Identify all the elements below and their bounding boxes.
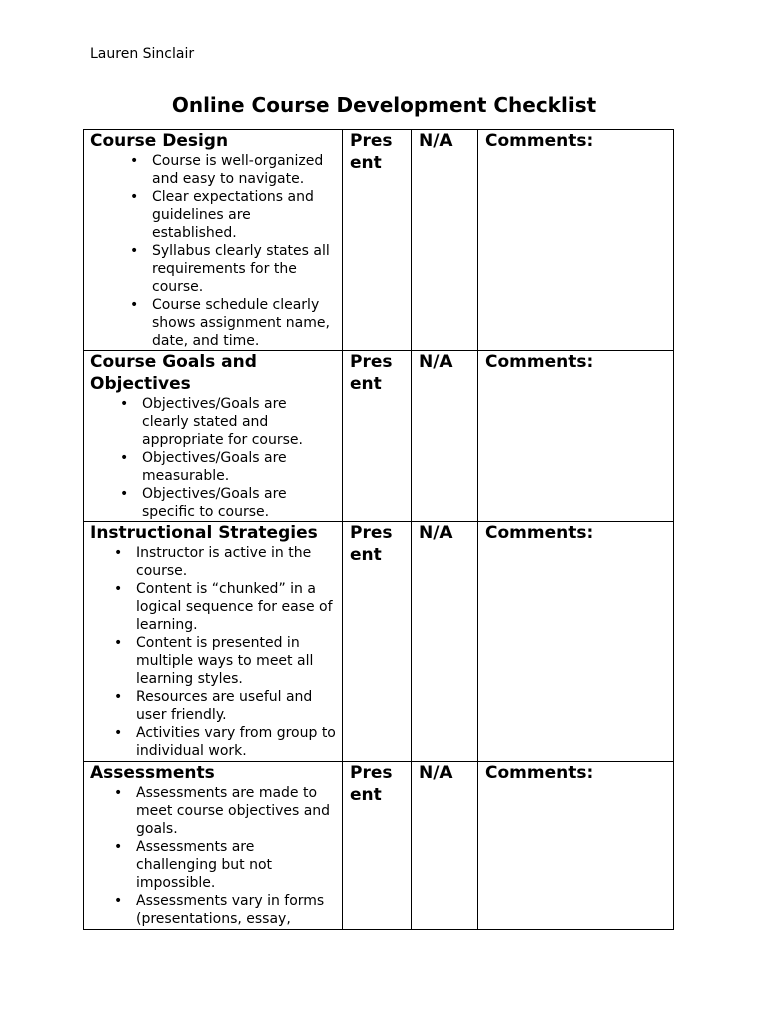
present-header: Present xyxy=(350,763,393,805)
na-cell[interactable] xyxy=(412,522,478,762)
present-header: Present xyxy=(350,131,393,173)
present-header: Present xyxy=(350,352,393,394)
comments-header: Comments: xyxy=(485,523,594,543)
comments-cell[interactable] xyxy=(478,522,674,762)
document-title: Online Course Development Checklist xyxy=(171,93,597,117)
comments-header: Comments: xyxy=(485,131,594,151)
list-item: • Objectives/Goals are measurable. xyxy=(142,449,332,485)
na-header: N/A xyxy=(419,763,453,783)
comments-cell[interactable] xyxy=(478,351,674,522)
na-cell[interactable] xyxy=(412,762,478,930)
list-item: • Course is well-organized and easy to navigate. xyxy=(152,152,334,188)
section-title: Course Goals and Objectives xyxy=(90,352,257,394)
criteria-list xyxy=(84,784,342,928)
criteria-cell xyxy=(84,351,343,522)
na-cell[interactable] xyxy=(412,130,478,351)
criteria-cell xyxy=(84,762,343,930)
comments-header: Comments: xyxy=(485,763,594,783)
list-item: • Activities vary from group to individual work. xyxy=(136,724,338,760)
section-title: Assessments xyxy=(90,763,215,783)
criteria-cell xyxy=(84,522,343,762)
na-header: N/A xyxy=(419,131,453,151)
list-item: • Instructor is active in the course. xyxy=(136,544,338,580)
list-item: • Content is presented in multiple ways to meet all learning styles. xyxy=(136,634,338,688)
list-item: • Resources are useful and user friendly. xyxy=(136,688,338,724)
comments-cell[interactable] xyxy=(478,762,674,930)
list-item: • Objectives/Goals are clearly stated and appropriate for course. xyxy=(142,395,332,449)
list-item: • Assessments are made to meet course objectives and goals. xyxy=(136,784,338,838)
present-cell[interactable] xyxy=(343,762,412,930)
list-item: • Content is “chunked” in a logical sequence for ease of learning. xyxy=(136,580,338,634)
na-header: N/A xyxy=(419,352,453,372)
present-header: Present xyxy=(350,523,393,565)
present-cell[interactable] xyxy=(343,351,412,522)
list-item: • Clear expectations and guidelines are established. xyxy=(152,188,334,242)
section-title: Course Design xyxy=(90,131,229,151)
present-cell[interactable] xyxy=(343,522,412,762)
list-item: • Course schedule clearly shows assignment name, date, and time. xyxy=(152,296,334,350)
table-row xyxy=(84,762,674,930)
present-cell[interactable] xyxy=(343,130,412,351)
section-title: Instructional Strategies xyxy=(90,523,318,543)
table-row xyxy=(84,522,674,762)
na-header: N/A xyxy=(419,523,453,543)
list-item: • Assessments are challenging but not impossible. xyxy=(136,838,338,892)
list-item: • Assessments vary in forms (presentations, essay, xyxy=(136,892,338,928)
criteria-cell xyxy=(84,130,343,351)
checklist-table xyxy=(83,129,674,930)
na-cell[interactable] xyxy=(412,351,478,522)
criteria-list xyxy=(84,544,342,760)
list-item: • Syllabus clearly states all requirements for the course. xyxy=(152,242,334,296)
table-row xyxy=(84,351,674,522)
author-name: Lauren Sinclair xyxy=(90,46,195,62)
criteria-list xyxy=(84,395,342,521)
criteria-list xyxy=(84,152,342,350)
comments-header: Comments: xyxy=(485,352,594,372)
list-item: • Objectives/Goals are specific to course. xyxy=(142,485,332,521)
table-row xyxy=(84,130,674,351)
comments-cell[interactable] xyxy=(478,130,674,351)
